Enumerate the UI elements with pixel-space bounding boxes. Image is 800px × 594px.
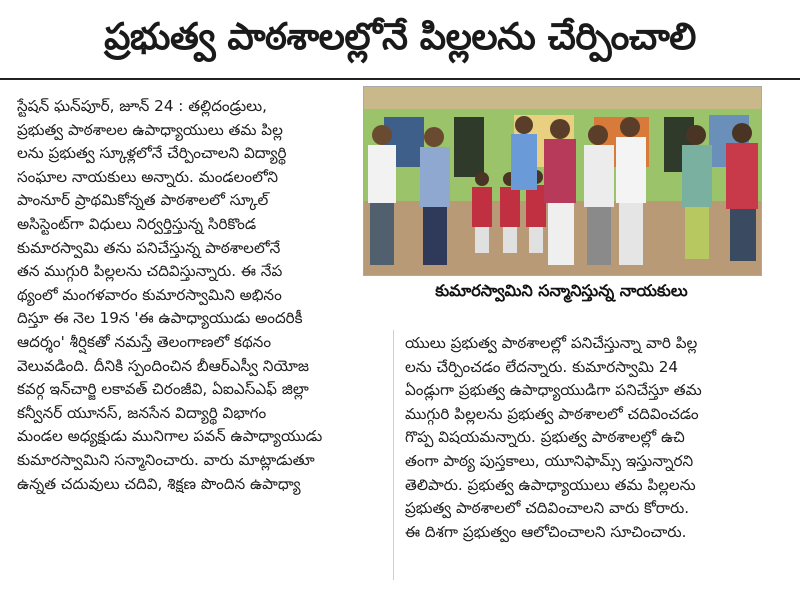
text-line: తన ముగ్గురి పిల్లలను చదివిస్తున్నారు. ఈ నేప xyxy=(17,262,283,281)
group-photo-illustration xyxy=(364,87,761,275)
text-line: పాంనూర్ ప్రాథమికోన్నత పాఠశాలలో స్కూల్ xyxy=(17,191,269,210)
text-line: తంగా పాఠ్య పుస్తకాలు, యూనిఫామ్స్ ఇస్తున్నారని xyxy=(405,451,694,470)
text-line: తెలిపారు. ప్రభుత్వ ఉపాధ్యాయులు తమ పిల్లలను xyxy=(405,475,696,494)
text-line: ఆదర్శం' శీర్షికతో నమస్తే తెలంగాణలో కథనం xyxy=(17,332,272,351)
text-line: అసిస్టెంట్‌గా విధులు నిర్వర్తిస్తున్న సిరికొండ xyxy=(17,214,257,233)
text-line: మండల అధ్యక్షుడు మునిగాల పవన్ ఉపాధ్యాయుడు xyxy=(17,427,323,446)
text-line: దిస్తూ ఈ నెల 19న 'ఈ ఉపాధ్యాయుడు అందరికీ xyxy=(17,309,303,328)
news-photo xyxy=(363,86,762,276)
headline-rule xyxy=(0,78,800,80)
text-line: కుమారస్వామిని సన్మానించారు. వారు మాట్లాడుతూ xyxy=(17,450,315,469)
text-line: థ్యంలో మంగళవారం కుమారస్వామిని అభినం xyxy=(17,285,282,304)
text-line: లను చేర్పించడం లేదన్నారు. కుమారస్వామి 24 xyxy=(405,357,679,376)
text-line: కుమారస్వామి తను పనిచేస్తున్న పాఠశాలలోనే xyxy=(17,238,281,257)
text-line: ప్రభుత్వ పాఠశాలలో చదివించాలని వారు కోరారు. xyxy=(405,499,690,518)
text-line: సంఘాల నాయకులు అన్నారు. మండలంలోని xyxy=(17,167,279,186)
text-line: ముగ్గురి పిల్లలను ప్రభుత్వ పాఠశాలలో చదివించడం xyxy=(405,404,699,423)
photo-caption: కుమారస్వామిని సన్మానిస్తున్న నాయకులు xyxy=(435,281,688,300)
headline: ప్రభుత్వ పాఠశాలల్లోనే పిల్లలను చేర్పించాలి xyxy=(104,15,696,58)
article-column-1 xyxy=(17,95,382,496)
article-column-2 xyxy=(405,332,783,544)
text-line: ఈ దిశగా ప్రభుత్వం ఆలోచించాలని సూచించారు. xyxy=(405,522,687,541)
text-line: యులు ప్రభుత్వ పాఠశాలల్లో పనిచేస్తున్నా వారి పిల్ల xyxy=(405,334,698,352)
text-line: కన్వీనర్ యూనస్, జనసేన విద్యార్థి విభాగం xyxy=(17,403,267,422)
column-divider xyxy=(393,330,394,580)
text-line: గొప్ప విషయమన్నారు. ప్రభుత్వ పాఠశాలల్లో ఉచి xyxy=(405,428,685,447)
text-line: ఏండ్లుగా ప్రభుత్వ ఉపాధ్యాయుడిగా పనిచేస్తూ తమ xyxy=(405,381,702,400)
text-line: ప్రభుత్వ పాఠశాలల ఉపాధ్యాయులు తమ పిల్ల xyxy=(17,120,283,139)
text-line: లను ప్రభుత్వ స్కూళ్లలోనే చేర్పించాలని విద్యార్థి xyxy=(17,144,287,163)
text-line: స్టేషన్ ఘన్‌పూర్, జూన్ 24 : తల్లిదండ్రులు, xyxy=(17,97,267,115)
text-line: ఉన్నత చదువులు చదివి, శిక్షణ పొందిన ఉపాధ్యా xyxy=(17,474,301,493)
text-line: కవర్గ ఇన్‌చార్జి లకావత్ చిరంజీవి, ఏఐఎస్‌ఎఫ్ జిల్లా xyxy=(17,380,309,399)
text-line: వెలువడింది. దీనికి స్పందించిన బీఆర్‌ఎస్వీ నియోజ xyxy=(17,356,309,375)
